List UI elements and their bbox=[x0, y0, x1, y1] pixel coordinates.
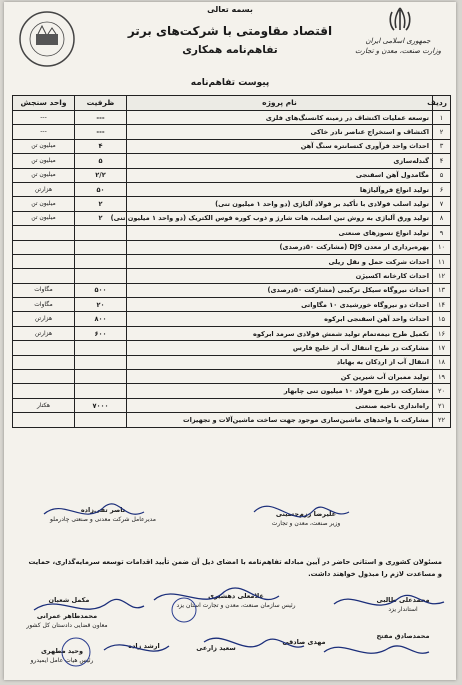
row-number: ۱ bbox=[433, 111, 451, 125]
signature-name: علیرضا رزم‌حسینی bbox=[275, 510, 337, 518]
signatory-9 bbox=[12, 647, 112, 665]
signature-name: ارشد زاده bbox=[128, 642, 160, 650]
basmala: بسمه تعالی bbox=[207, 5, 253, 14]
signature-role: مدیرعامل شرکت معدنی و صنعتی چادرملو bbox=[50, 516, 156, 523]
project-name: تولید ممبران آب شیرین کن bbox=[127, 370, 433, 384]
signatory-4 bbox=[358, 632, 448, 641]
capacity-cell bbox=[75, 384, 127, 398]
unit-cell: هکتار bbox=[13, 398, 75, 412]
capacity-cell: ۵ bbox=[75, 154, 127, 168]
row-number: ۱۷ bbox=[433, 341, 451, 355]
row-number: ۱۵ bbox=[433, 312, 451, 326]
project-name: گندله‌سازی bbox=[127, 154, 433, 168]
signatory-6 bbox=[176, 644, 256, 653]
project-name: مگامدول آهن اسفنجی bbox=[127, 168, 433, 182]
table-row bbox=[13, 312, 451, 326]
table-row bbox=[13, 370, 451, 384]
signature-name: محمدطاهر عمرانی bbox=[36, 612, 98, 620]
table-row bbox=[13, 413, 451, 427]
table-row bbox=[13, 111, 451, 125]
row-number: ۱۶ bbox=[433, 326, 451, 340]
row-number: ۶ bbox=[433, 182, 451, 196]
project-name: مشارکت با واحدهای ماشین‌سازی موجود جهت ساخت ماشین‌آلات و تجهیزات bbox=[127, 413, 433, 427]
header-capacity: ظرفیت bbox=[75, 96, 127, 111]
row-number: ۱۱ bbox=[433, 254, 451, 268]
signature-role: معاون قضایی دادستان کل کشور bbox=[26, 622, 108, 629]
capacity-cell bbox=[75, 413, 127, 427]
table-row bbox=[13, 240, 451, 254]
capacity-cell: ۵۰۰ bbox=[75, 283, 127, 297]
capacity-cell: ۸۰۰ bbox=[75, 312, 127, 326]
unit-cell: هزارتن bbox=[13, 182, 75, 196]
capacity-cell bbox=[75, 355, 127, 369]
signature-role: استاندار یزد bbox=[388, 606, 418, 613]
project-name: تولید انواع نسوزهای صنعتی bbox=[127, 226, 433, 240]
signature-role: رئیس سازمان صنعت، معدن و تجارت استان یزد bbox=[176, 602, 296, 609]
unit-cell: هزارتن bbox=[13, 312, 75, 326]
capacity-cell: --- bbox=[75, 125, 127, 139]
signature-name: سعید زارعی bbox=[196, 644, 236, 652]
table-row bbox=[13, 168, 451, 182]
signature-minister bbox=[226, 510, 386, 528]
capacity-cell bbox=[75, 254, 127, 268]
signature-role: رئیس هیات عامل ایمیدرو bbox=[30, 657, 94, 664]
signature-name: وحید مطهری bbox=[40, 647, 84, 655]
unit-cell bbox=[13, 384, 75, 398]
unit-cell: هزارتن bbox=[13, 326, 75, 340]
unit-cell bbox=[13, 269, 75, 283]
table-row bbox=[13, 254, 451, 268]
project-name: احداث واحد آهن اسفنجی ابرکوه bbox=[127, 312, 433, 326]
row-number: ۱۸ bbox=[433, 355, 451, 369]
unit-cell: میلیون تن bbox=[13, 168, 75, 182]
row-number: ۸ bbox=[433, 211, 451, 225]
table-row bbox=[13, 341, 451, 355]
row-number: ۲ bbox=[433, 125, 451, 139]
table-row bbox=[13, 182, 451, 196]
project-name: بهره‌برداری از معدن DJ9 (مشارکت ۵۰درصدی) bbox=[127, 240, 433, 254]
row-number: ۷ bbox=[433, 197, 451, 211]
capacity-cell bbox=[75, 240, 127, 254]
unit-cell bbox=[13, 254, 75, 268]
table-row bbox=[13, 283, 451, 297]
signatory-3 bbox=[24, 596, 114, 605]
table-row bbox=[13, 326, 451, 340]
project-name: انتقال آب از اردکان به بهاباد bbox=[127, 355, 433, 369]
table-row bbox=[13, 154, 451, 168]
company-seal bbox=[18, 10, 76, 68]
table-row bbox=[13, 139, 451, 153]
header-project-name: نام پروژه bbox=[127, 96, 433, 111]
project-name: احداث نیروگاه سیکل ترکیبی (مشارکت ۵۰درصدی) bbox=[127, 283, 433, 297]
unit-cell: --- bbox=[13, 125, 75, 139]
row-number: ۴ bbox=[433, 154, 451, 168]
capacity-cell: ۲ bbox=[75, 211, 127, 225]
project-name: تولید اسلب فولادی با تأکید بر فولاد آلیاژی (دو واحد ۱ میلیون تنی) bbox=[127, 197, 433, 211]
header-unit: واحد سنجش bbox=[13, 96, 75, 111]
row-number: ۲۲ bbox=[433, 413, 451, 427]
capacity-cell: ۴ bbox=[75, 139, 127, 153]
capacity-cell: ۵۰ bbox=[75, 182, 127, 196]
capacity-cell bbox=[75, 226, 127, 240]
project-name: تولید انواع فروآلیاژها bbox=[127, 182, 433, 196]
project-name: تکمیل طرح نیمه‌تمام تولید شمش فولادی سرمد ابرکوه bbox=[127, 326, 433, 340]
unit-cell: میلیون تن bbox=[13, 139, 75, 153]
table-row bbox=[13, 269, 451, 283]
projects-table bbox=[12, 95, 451, 428]
signature-role: وزیر صنعت، معدن و تجارت bbox=[271, 520, 341, 527]
table-row bbox=[13, 211, 451, 225]
signatory-1 bbox=[358, 596, 448, 614]
capacity-cell: ۲/۲ bbox=[75, 168, 127, 182]
row-number: ۱۳ bbox=[433, 283, 451, 297]
signature-name: ناصر تقی‌زاده bbox=[80, 506, 126, 514]
signatory-7 bbox=[104, 642, 184, 651]
page-subtitle: تفاهم‌نامه همکاری bbox=[182, 44, 278, 56]
table-row bbox=[13, 298, 451, 312]
gov-line-2: وزارت صنعت، معدن و تجارت bbox=[354, 47, 442, 55]
row-number: ۲۰ bbox=[433, 384, 451, 398]
header-row-number: ردیف bbox=[433, 96, 451, 111]
unit-cell bbox=[13, 226, 75, 240]
row-number: ۱۴ bbox=[433, 298, 451, 312]
project-name: راه‌اندازی ناحیه صنعتی bbox=[127, 398, 433, 412]
capacity-cell bbox=[75, 269, 127, 283]
signature-name: مهدی صادقی bbox=[282, 638, 326, 646]
unit-cell bbox=[13, 240, 75, 254]
attachment-heading: پیوست تفاهم‌نامه bbox=[190, 78, 270, 88]
project-name: تولید ورق آلیاژی به روش تین اسلب، هات شارژ و ذوب کوره قوس الکتریک (دو واحد ۱ میلیون تنی) bbox=[127, 211, 433, 225]
row-number: ۱۹ bbox=[433, 370, 451, 384]
row-number: ۲۱ bbox=[433, 398, 451, 412]
signatory-8 bbox=[12, 612, 122, 630]
signatory-2 bbox=[166, 592, 306, 610]
table-row bbox=[13, 384, 451, 398]
capacity-cell: ۲ bbox=[75, 197, 127, 211]
capacity-cell: ۲۰ bbox=[75, 298, 127, 312]
commitment-paragraph: مسئولان کشوری و استانی حاضر در آیین مبادله تفاهم‌نامه با امضای ذیل آن ضمن تأیید اقدامات توسعه سرمایه‌گذاری، حمایت و مساعدت لازم را مبذول خواهند داشت. bbox=[28, 558, 442, 578]
capacity-cell bbox=[75, 341, 127, 355]
table-row bbox=[13, 355, 451, 369]
project-name: احداث کارخانه اکسیژن bbox=[127, 269, 433, 283]
signature-ceo bbox=[18, 506, 188, 524]
capacity-cell bbox=[75, 370, 127, 384]
unit-cell bbox=[13, 341, 75, 355]
project-name: احداث شرکت حمل و نقل ریلی bbox=[127, 254, 433, 268]
unit-cell: میلیون تن bbox=[13, 154, 75, 168]
table-row bbox=[13, 125, 451, 139]
signature-name: مکمل شعبان bbox=[48, 596, 90, 604]
project-name: مشارکت در طرح فولاد ۱۰ میلیون تنی چابهار bbox=[127, 384, 433, 398]
signature-name: غلامعلی دهشیری bbox=[208, 592, 264, 600]
project-name: احداث دو نیروگاه خورشیدی ۱۰ مگاواتی bbox=[127, 298, 433, 312]
gov-line-1: جمهوری اسلامی ایران bbox=[365, 37, 431, 45]
unit-cell: میلیون تن bbox=[13, 197, 75, 211]
unit-cell bbox=[13, 355, 75, 369]
project-name: اکتشاف و استخراج عناصر نادر خاکی bbox=[127, 125, 433, 139]
table-header-row bbox=[13, 96, 451, 111]
signature-name: محمدعلی طالبی bbox=[376, 596, 430, 604]
row-number: ۹ bbox=[433, 226, 451, 240]
capacity-cell: ۷۰۰۰ bbox=[75, 398, 127, 412]
capacity-cell: ۶۰۰ bbox=[75, 326, 127, 340]
capacity-cell: --- bbox=[75, 111, 127, 125]
unit-cell bbox=[13, 370, 75, 384]
unit-cell: --- bbox=[13, 111, 75, 125]
project-name: توسعه عملیات اکتشاف در زمینه کانسنگ‌های فلزی bbox=[127, 111, 433, 125]
unit-cell: مگاوات bbox=[13, 298, 75, 312]
project-name: احداث واحد فرآوری کنسانتره سنگ آهن bbox=[127, 139, 433, 153]
table-row bbox=[13, 197, 451, 211]
unit-cell: میلیون تن bbox=[13, 211, 75, 225]
document-page bbox=[4, 2, 456, 680]
signatory-5 bbox=[264, 638, 344, 647]
row-number: ۵ bbox=[433, 168, 451, 182]
signature-name: محمدصادق مفتح bbox=[376, 632, 430, 640]
row-number: ۱۲ bbox=[433, 269, 451, 283]
row-number: ۳ bbox=[433, 139, 451, 153]
unit-cell bbox=[13, 413, 75, 427]
page-title: اقتصاد مقاومتی با شرکت‌های برتر bbox=[127, 24, 333, 38]
row-number: ۱۰ bbox=[433, 240, 451, 254]
project-name: مشارکت در طرح انتقال آب از خلیج فارس bbox=[127, 341, 433, 355]
table-row bbox=[13, 226, 451, 240]
unit-cell: مگاوات bbox=[13, 283, 75, 297]
table-row bbox=[13, 398, 451, 412]
